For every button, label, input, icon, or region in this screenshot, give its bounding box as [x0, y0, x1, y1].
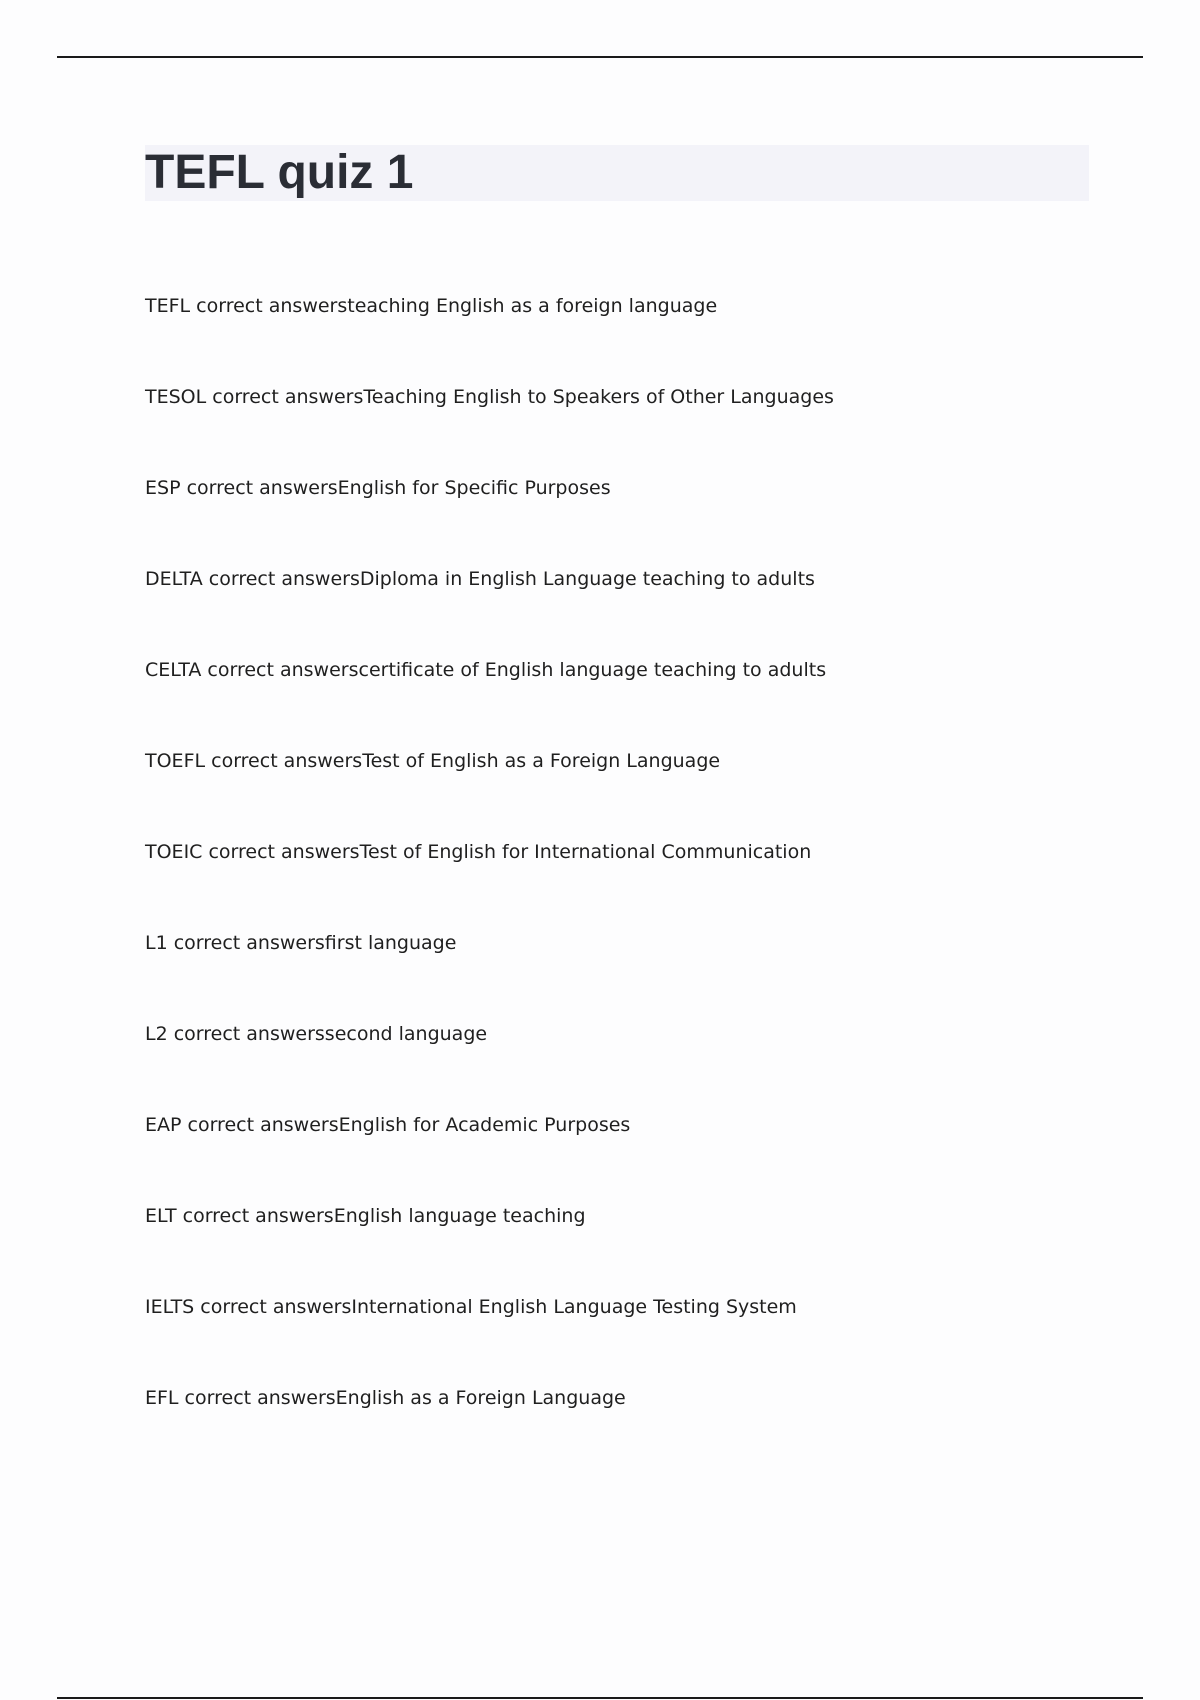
qa-list — [145, 290, 1105, 1473]
footer-rule — [57, 1697, 1143, 1699]
qa-item: L1 correct answersfirst language — [145, 932, 457, 954]
qa-item: DELTA correct answersDiploma in English Language teaching to adults — [145, 568, 815, 590]
header-rule — [57, 56, 1143, 58]
qa-item: TOEIC correct answersTest of English for International Communication — [145, 841, 812, 863]
qa-item: TEFL correct answersteaching English as a foreign language — [145, 295, 718, 317]
page-title: TEFL quiz 1 — [145, 146, 414, 199]
qa-item: TESOL correct answersTeaching English to Speakers of Other Languages — [145, 386, 834, 408]
qa-item: ESP correct answersEnglish for Specific Purposes — [145, 477, 611, 499]
qa-item: EFL correct answersEnglish as a Foreign Language — [145, 1387, 626, 1409]
qa-item: ELT correct answersEnglish language teaching — [145, 1205, 586, 1227]
qa-item: IELTS correct answersInternational English Language Testing System — [145, 1296, 797, 1318]
qa-item: CELTA correct answerscertificate of English language teaching to adults — [145, 659, 827, 681]
qa-item: TOEFL correct answersTest of English as a Foreign Language — [145, 750, 721, 772]
qa-item: EAP correct answersEnglish for Academic Purposes — [145, 1114, 631, 1136]
qa-item: L2 correct answerssecond language — [145, 1023, 488, 1045]
